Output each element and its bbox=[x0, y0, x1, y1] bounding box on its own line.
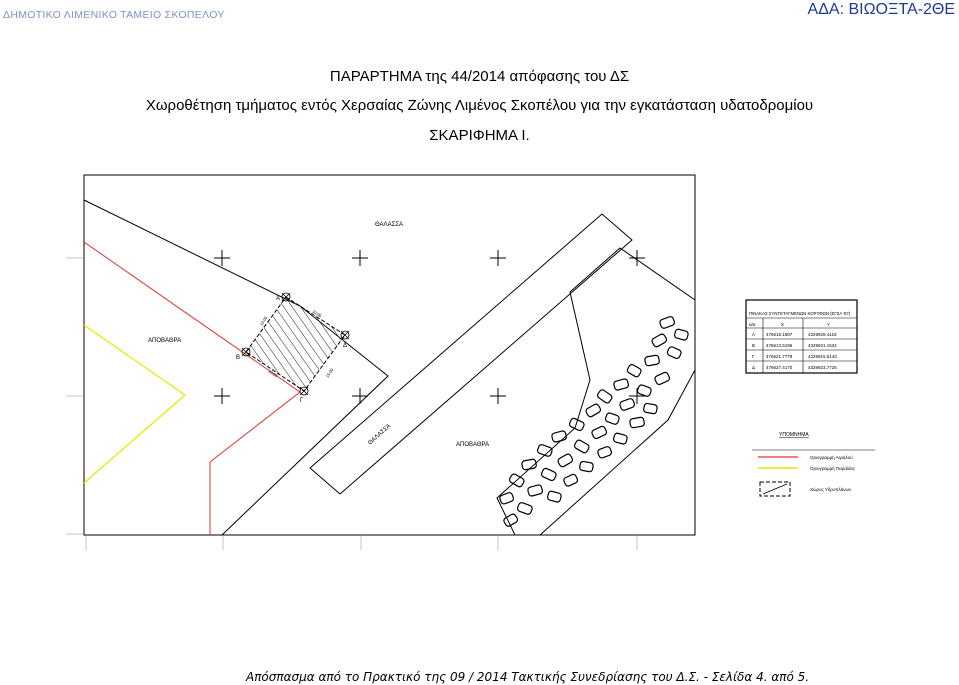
col-header-x: Χ bbox=[781, 322, 785, 327]
drawing-frame bbox=[84, 175, 695, 535]
legend bbox=[752, 432, 875, 496]
jetty-label-right: ΑΠΟΒΑΘΡΑ bbox=[456, 442, 490, 448]
legend-label-seaplane: Χώρος Υδροπλάνων bbox=[810, 487, 852, 492]
col-header-y: Υ bbox=[827, 322, 831, 327]
dim-bg: 10,00 bbox=[267, 368, 279, 379]
right-jetty-outline bbox=[497, 248, 695, 535]
row-b-y: 4329921.1534 bbox=[808, 343, 837, 348]
grid-ticks bbox=[66, 258, 637, 550]
row-d-y: 4329923.7726 bbox=[808, 365, 837, 370]
row-b-x: 476613.5196 bbox=[766, 343, 793, 348]
row-d-x: 476627.4170 bbox=[766, 365, 793, 370]
row-g-y: 4329915.5143 bbox=[808, 354, 837, 359]
row-a-id: Α bbox=[752, 332, 756, 337]
left-jetty-outline bbox=[84, 200, 388, 535]
coordinates-table bbox=[746, 300, 857, 373]
beach-line bbox=[84, 325, 185, 483]
point-g-label: Γ bbox=[300, 398, 304, 404]
legend-label-foreshore: Οριογραμμή Αιγιαλού bbox=[810, 455, 853, 460]
dim-ab: 10,00 bbox=[258, 315, 269, 327]
annex-title: ΠΑΡΑΡΤΗΜΑ της 44/2014 απόφασης του ΔΣ bbox=[329, 68, 630, 85]
subject-title: Χωροθέτηση τμήματος εντός Χερσαίας Ζώνης Λιμένος Σκοπέλου για την εγκατάσταση υδατοδρομίου bbox=[145, 97, 814, 114]
sea-label-top: ΘΑΛΑΣΣΑ bbox=[375, 222, 403, 228]
row-d-id: Δ bbox=[752, 365, 756, 370]
point-b-label: Β bbox=[236, 355, 241, 361]
row-b-id: Β bbox=[752, 343, 756, 348]
point-a-label: Α bbox=[276, 296, 281, 302]
riprap-stones bbox=[499, 316, 689, 527]
municipality-header: ΔΗΜΟΤΙΚΟ ΛΙΜΕΝΙΚΟ ΤΑΜΕΙΟ ΣΚΟΠΕΛΟΥ bbox=[3, 9, 225, 21]
legend-label-beach: Οριογραμμή Παραλίας bbox=[810, 466, 855, 471]
row-a-x: 476619.1587 bbox=[766, 332, 793, 337]
row-a-y: 4329929.4118 bbox=[808, 332, 837, 337]
col-header-id: α/α bbox=[749, 322, 756, 327]
sea-label-channel: ΘΑΛΑΣΣΑ bbox=[367, 423, 393, 447]
row-g-id: Γ bbox=[752, 354, 755, 359]
jetty-label-left: ΑΠΟΒΑΘΡΑ bbox=[148, 338, 182, 344]
dim-gd: 15,00 bbox=[324, 367, 335, 379]
seaplane-area bbox=[246, 297, 348, 391]
point-d-label: Δ bbox=[343, 343, 348, 349]
page-footer: Απόσπασμα από το Πρακτικό της 09 / 2014 Τακτικής Συνεδρίασης του Δ.Σ. - Σελίδα 4. από 5. bbox=[246, 670, 810, 684]
legend-title: ΥΠΟΜΝΗΜΑ bbox=[779, 432, 809, 438]
sketch-title: ΣΚΑΡΙΦΗΜΑ Ι. bbox=[429, 127, 530, 144]
table-title: ΠΙΝΑΚΑΣ ΣΥΝΤΕΤΑΓΜΕΝΩΝ ΚΟΡΥΦΩΝ (ΕΓΣΑ '87) bbox=[749, 311, 851, 316]
ada-code: ΑΔΑ: ΒΙΩΟΞΤΑ-2ΘΕ bbox=[807, 1, 955, 18]
row-g-x: 476621.7779 bbox=[766, 354, 793, 359]
dim-ad: 10,00 bbox=[311, 308, 323, 319]
